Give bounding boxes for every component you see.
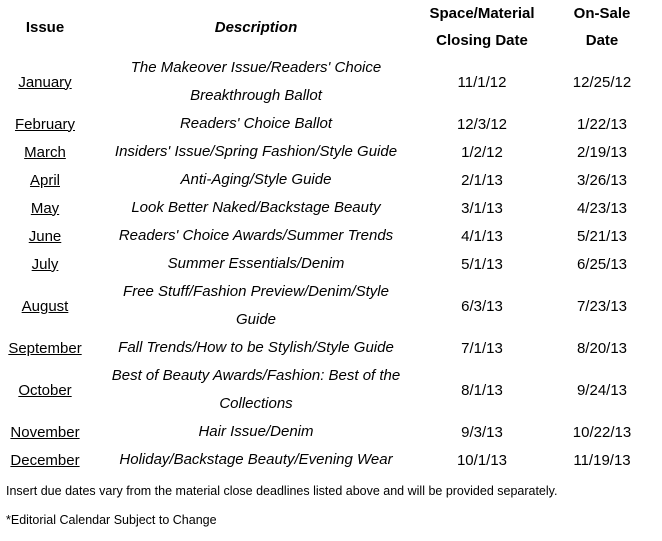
issue-cell — [0, 362, 90, 418]
issue-cell — [0, 110, 90, 138]
table-row — [0, 138, 662, 166]
table-row — [0, 194, 662, 222]
description-cell: Insiders' Issue/Spring Fashion/Style Guide — [114, 143, 398, 160]
onsale-date-cell: 7/23/13 — [576, 297, 628, 315]
onsale-date-header — [542, 0, 662, 54]
description-cell: Hair Issue/Denim — [198, 423, 314, 440]
issue-cell — [0, 418, 90, 446]
description-cell: Readers' Choice Awards/Summer Trends — [118, 227, 394, 244]
issue-link-september[interactable]: September — [8, 339, 82, 357]
issue-cell — [0, 166, 90, 194]
onsale-date-cell: 6/25/13 — [576, 255, 628, 273]
issue-cell — [0, 222, 90, 250]
description-line2: Breakthrough Ballot — [190, 87, 322, 104]
issue-cell — [0, 446, 90, 474]
description-cell — [90, 362, 422, 418]
description-line2: Guide — [235, 311, 277, 328]
table-row — [0, 166, 662, 194]
description-line1: The Makeover Issue/Readers' Choice — [130, 59, 382, 76]
table-row — [0, 250, 662, 278]
issue-link-august[interactable]: August — [21, 297, 69, 315]
onsale-date-cell: 1/22/13 — [576, 115, 628, 133]
closing-date-header-line2: Closing Date — [436, 32, 528, 49]
issue-link-may[interactable]: May — [30, 199, 60, 217]
onsale-date-cell: 8/20/13 — [576, 339, 628, 357]
description-header: Description — [214, 18, 298, 36]
closing-date-cell: 4/1/13 — [461, 227, 503, 245]
closing-date-header-line1: Space/Material — [429, 5, 535, 22]
description-line1: Free Stuff/Fashion Preview/Denim/Style — [123, 283, 389, 300]
issue-link-july[interactable]: July — [31, 255, 59, 273]
closing-date-cell: 2/1/13 — [461, 171, 503, 189]
issue-link-february[interactable]: February — [14, 115, 76, 133]
table-row — [0, 54, 662, 110]
table-row — [0, 418, 662, 446]
description-cell: Readers' Choice Ballot — [179, 115, 333, 132]
closing-date-cell: 3/1/13 — [461, 199, 503, 217]
closing-date-cell: 12/3/12 — [456, 115, 508, 133]
issue-link-november[interactable]: November — [10, 423, 80, 441]
description-cell: Anti-Aging/Style Guide — [180, 171, 332, 188]
closing-date-cell: 7/1/13 — [461, 339, 503, 357]
description-cell: Look Better Naked/Backstage Beauty — [131, 199, 381, 216]
table-row — [0, 334, 662, 362]
closing-date-cell: 8/1/13 — [461, 381, 503, 399]
closing-date-header — [422, 0, 542, 54]
onsale-date-cell: 12/25/12 — [572, 73, 632, 91]
issue-cell — [0, 334, 90, 362]
insert-due-note: Insert due dates vary from the material close deadlines listed above and will be provided separately. — [6, 484, 558, 498]
table-row — [0, 110, 662, 138]
table-row — [0, 222, 662, 250]
description-cell — [90, 54, 422, 110]
onsale-date-cell: 11/19/13 — [573, 451, 631, 469]
issue-header: Issue — [25, 18, 65, 36]
issue-cell — [0, 194, 90, 222]
onsale-date-header-line1: On-Sale — [573, 5, 631, 22]
issue-link-january[interactable]: January — [18, 73, 72, 91]
closing-date-cell: 6/3/13 — [461, 297, 503, 315]
onsale-date-cell: 4/23/13 — [576, 199, 628, 217]
onsale-date-header-line2: Date — [585, 32, 619, 49]
table-row — [0, 362, 662, 418]
description-cell: Holiday/Backstage Beauty/Evening Wear — [119, 451, 393, 468]
description-line2: Collections — [219, 395, 293, 412]
issue-cell — [0, 54, 90, 110]
closing-date-cell: 9/3/13 — [461, 423, 503, 441]
issue-link-march[interactable]: March — [24, 143, 66, 161]
onsale-date-cell: 9/24/13 — [576, 381, 628, 399]
issue-cell — [0, 138, 90, 166]
description-cell: Fall Trends/How to be Stylish/Style Guide — [118, 339, 394, 356]
issue-link-october[interactable]: October — [18, 381, 72, 399]
onsale-date-cell: 2/19/13 — [576, 143, 628, 161]
table-row — [0, 278, 662, 334]
closing-date-cell: 1/2/12 — [461, 143, 503, 161]
issue-link-december[interactable]: December — [10, 451, 80, 469]
closing-date-cell: 5/1/13 — [461, 255, 503, 273]
description-cell — [90, 278, 422, 334]
issue-link-june[interactable]: June — [28, 227, 62, 245]
closing-date-cell: 11/1/12 — [457, 73, 507, 91]
disclaimer-note: *Editorial Calendar Subject to Change — [6, 513, 217, 527]
description-line1: Best of Beauty Awards/Fashion: Best of the — [111, 367, 401, 384]
onsale-date-cell: 3/26/13 — [576, 171, 628, 189]
table-row — [0, 446, 662, 474]
closing-date-cell: 10/1/13 — [456, 451, 508, 469]
header-row — [0, 0, 662, 54]
issue-link-april[interactable]: April — [29, 171, 60, 189]
description-cell: Summer Essentials/Denim — [167, 255, 345, 272]
onsale-date-cell: 5/21/13 — [576, 227, 628, 245]
issue-cell — [0, 250, 90, 278]
onsale-date-cell: 10/22/13 — [572, 423, 632, 441]
issue-cell — [0, 278, 90, 334]
